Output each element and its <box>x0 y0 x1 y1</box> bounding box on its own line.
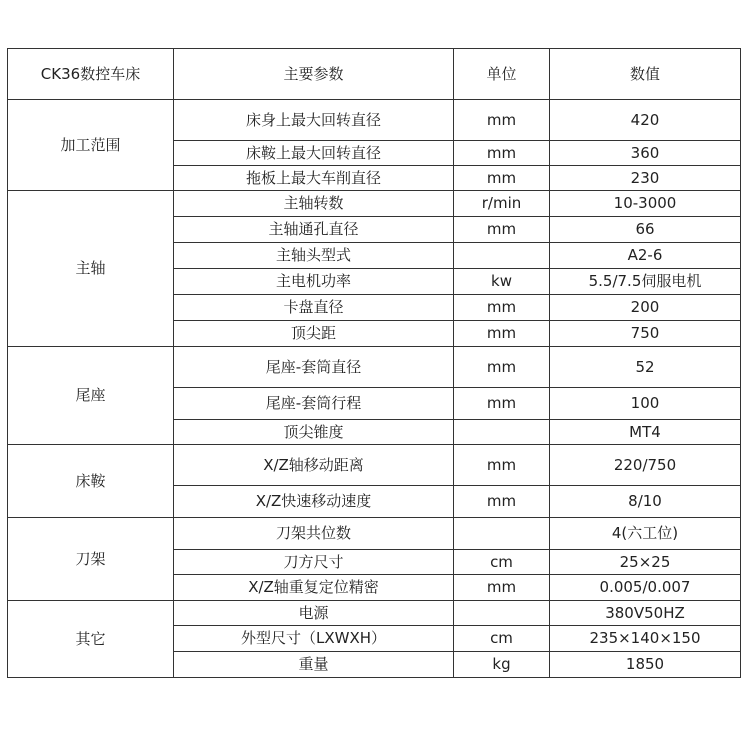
param-cell: 主轴头型式 <box>174 243 454 269</box>
table-row <box>8 518 741 550</box>
param-cell: 重量 <box>174 652 454 678</box>
param-cell: 床身上最大回转直径 <box>174 100 454 141</box>
table-row <box>8 191 741 217</box>
param-cell: X/Z轴移动距离 <box>174 445 454 486</box>
param-cell: 顶尖锥度 <box>174 420 454 445</box>
value-cell: 4(六工位) <box>550 518 741 550</box>
unit-cell: mm <box>454 141 550 166</box>
header-unit: 单位 <box>454 49 550 100</box>
unit-cell: kw <box>454 269 550 295</box>
value-cell: 100 <box>550 388 741 420</box>
param-cell: X/Z轴重复定位精密 <box>174 575 454 601</box>
table-row <box>8 601 741 626</box>
param-cell: 电源 <box>174 601 454 626</box>
value-cell: A2-6 <box>550 243 741 269</box>
value-cell: 750 <box>550 321 741 347</box>
value-cell: 200 <box>550 295 741 321</box>
param-cell: 尾座-套筒直径 <box>174 347 454 388</box>
unit-cell <box>454 601 550 626</box>
header-model: CK36数控车床 <box>8 49 174 100</box>
value-cell: 380V50HZ <box>550 601 741 626</box>
unit-cell <box>454 243 550 269</box>
unit-cell: mm <box>454 166 550 191</box>
value-cell: 360 <box>550 141 741 166</box>
param-cell: 主电机功率 <box>174 269 454 295</box>
value-cell: 66 <box>550 217 741 243</box>
group-label: 尾座 <box>8 347 174 445</box>
param-cell: 尾座-套筒行程 <box>174 388 454 420</box>
param-cell: 床鞍上最大回转直径 <box>174 141 454 166</box>
value-cell: 0.005/0.007 <box>550 575 741 601</box>
value-cell: 10-3000 <box>550 191 741 217</box>
value-cell: 220/750 <box>550 445 741 486</box>
header-row <box>8 49 741 100</box>
table-row <box>8 445 741 486</box>
unit-cell: cm <box>454 626 550 652</box>
value-cell: 235×140×150 <box>550 626 741 652</box>
unit-cell: cm <box>454 550 550 575</box>
header-value: 数值 <box>550 49 741 100</box>
unit-cell: mm <box>454 575 550 601</box>
group-label: 床鞍 <box>8 445 174 518</box>
unit-cell: mm <box>454 445 550 486</box>
value-cell: 52 <box>550 347 741 388</box>
group-label: 主轴 <box>8 191 174 347</box>
group-label: 刀架 <box>8 518 174 601</box>
param-cell: 刀架共位数 <box>174 518 454 550</box>
unit-cell: mm <box>454 486 550 518</box>
value-cell: 420 <box>550 100 741 141</box>
header-param: 主要参数 <box>174 49 454 100</box>
unit-cell: mm <box>454 347 550 388</box>
unit-cell: r/min <box>454 191 550 217</box>
table-row <box>8 100 741 141</box>
table-row <box>8 347 741 388</box>
param-cell: 外型尺寸（LXWXH） <box>174 626 454 652</box>
value-cell: MT4 <box>550 420 741 445</box>
group-label: 其它 <box>8 601 174 678</box>
unit-cell: kg <box>454 652 550 678</box>
param-cell: 卡盘直径 <box>174 295 454 321</box>
value-cell: 230 <box>550 166 741 191</box>
param-cell: 主轴转数 <box>174 191 454 217</box>
spec-table <box>7 48 741 678</box>
param-cell: 刀方尺寸 <box>174 550 454 575</box>
unit-cell: mm <box>454 217 550 243</box>
param-cell: 主轴通孔直径 <box>174 217 454 243</box>
unit-cell <box>454 420 550 445</box>
value-cell: 1850 <box>550 652 741 678</box>
unit-cell: mm <box>454 295 550 321</box>
value-cell: 5.5/7.5伺服电机 <box>550 269 741 295</box>
param-cell: X/Z快速移动速度 <box>174 486 454 518</box>
unit-cell: mm <box>454 388 550 420</box>
value-cell: 25×25 <box>550 550 741 575</box>
group-label: 加工范围 <box>8 100 174 191</box>
param-cell: 拖板上最大车削直径 <box>174 166 454 191</box>
param-cell: 顶尖距 <box>174 321 454 347</box>
unit-cell: mm <box>454 100 550 141</box>
unit-cell: mm <box>454 321 550 347</box>
value-cell: 8/10 <box>550 486 741 518</box>
unit-cell <box>454 518 550 550</box>
